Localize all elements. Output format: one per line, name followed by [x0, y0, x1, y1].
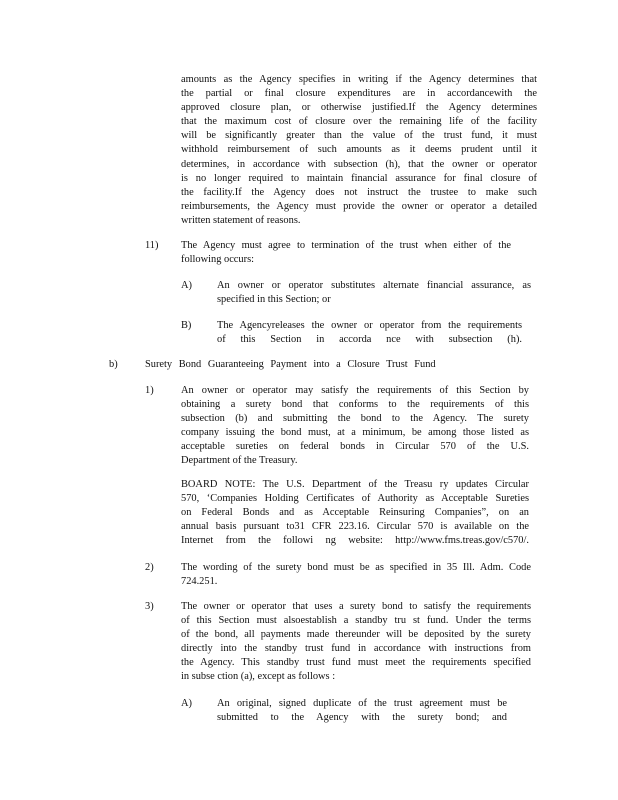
text-line: will be significantly greater than the value of the trust fund, it must	[181, 130, 537, 142]
item-11-a-label: A)	[181, 280, 192, 291]
text-line: annual basis pursuant to31 CFR 223.16. Circular 570 is available on the	[181, 521, 529, 533]
item-1-label: 1)	[145, 385, 154, 396]
section-b-heading: Surety Bond Guaranteeing Payment into a Closure Trust Fund	[145, 359, 436, 370]
item-2-label: 2)	[145, 562, 154, 573]
text-line: amounts as the Agency specifies in writing if the Agency determines that	[181, 74, 537, 85]
text-line: the partial or final closure expenditures are in accordancewith the	[181, 88, 537, 100]
item-3-a-label: A)	[181, 698, 192, 709]
text-line: that the maximum cost of closure over the remaining life of the facility	[181, 116, 537, 128]
item-11-label: 11)	[145, 240, 159, 251]
item-3-text	[181, 600, 531, 685]
text-line: subsection (b) and submitting the bond to the Agency. The surety	[181, 413, 529, 425]
text-line: the facility.If the Agency does not instruct the trustee to make such	[181, 186, 537, 198]
text-line: The Agencyreleases the owner or operator from the requirements	[217, 320, 522, 331]
item-1-text	[181, 384, 529, 469]
text-line: 570, ‘Companies Holding Certificates of Authority as Acceptable Sureties	[181, 493, 529, 505]
text-line: submitted to the Agency with the surety bond; and	[217, 712, 507, 724]
text-line: The owner or operator that uses a surety bond to satisfy the requirements	[181, 601, 531, 612]
item-3-label: 3)	[145, 601, 154, 612]
text-line: is no longer required to maintain financial assurance for final closure of	[181, 172, 537, 184]
text-line: BOARD NOTE: The U.S. Department of the Treasu ry updates Circular	[181, 479, 529, 490]
text-line: directly into the standby trust fund in accordance with instructions from	[181, 643, 531, 655]
text-line: obtaining a surety bond that conforms to the requirements of this	[181, 399, 529, 411]
item-11-text	[181, 239, 511, 267]
text-line: Department of the Treasury.	[181, 455, 298, 467]
text-line: An owner or operator may satisfy the requirements of this Section by	[181, 385, 529, 396]
text-line: An owner or operator substitutes alternate financial assurance, as	[217, 280, 531, 291]
text-line: company issuing the bond must, at a minimum, be among those listed as	[181, 427, 529, 439]
text-line: acceptable sureties on federal bonds in Circular 570 of the U.S.	[181, 441, 529, 453]
board-note	[181, 478, 529, 548]
continued-paragraph	[181, 73, 537, 228]
text-line: of this Section must alsoestablish a standby tru st fund. Under the terms	[181, 615, 531, 627]
text-line: on Federal Bonds and as Acceptable Reinsuring Companies”, on an	[181, 507, 529, 519]
item-3-a-text	[217, 697, 507, 725]
text-line: withhold reimbursement of such amounts as it deems prudent until it	[181, 144, 537, 156]
item-11-b-text	[217, 319, 522, 347]
text-line: The wording of the surety bond must be as specified in 35 Ill. Adm. Code	[181, 562, 531, 573]
text-line: in subse ction (a), except as follows :	[181, 671, 336, 683]
text-line: specified in this Section; or	[217, 294, 331, 306]
text-line: Internet from the followi ng website: http://www.fms.treas.gov/c570/.	[181, 535, 529, 547]
text-line: determines, in accordance with subsection (h), that the owner or operator	[181, 158, 537, 170]
text-line: of this Section in accorda nce with subsection (h).	[217, 334, 522, 346]
text-line: The Agency must agree to termination of the trust when either of the	[181, 240, 511, 251]
item-2-text	[181, 561, 531, 589]
section-b-label: b)	[109, 359, 118, 370]
text-line: reimbursements, the Agency must provide the owner or operator a detailed	[181, 200, 537, 212]
item-11-b-label: B)	[181, 320, 192, 331]
text-line: An original, signed duplicate of the trust agreement must be	[217, 698, 507, 709]
text-line: written statement of reasons.	[181, 214, 301, 226]
text-line: following occurs:	[181, 254, 255, 266]
text-line: approved closure plan, or otherwise justified.If the Agency determines	[181, 102, 537, 114]
item-11-a-text	[217, 279, 531, 307]
text-line: the Agency. This standby trust fund must meet the requirements specified	[181, 657, 531, 669]
text-line: of the bond, all payments made thereunder will be deposited by the surety	[181, 629, 531, 641]
text-line: 724.251.	[181, 576, 218, 588]
